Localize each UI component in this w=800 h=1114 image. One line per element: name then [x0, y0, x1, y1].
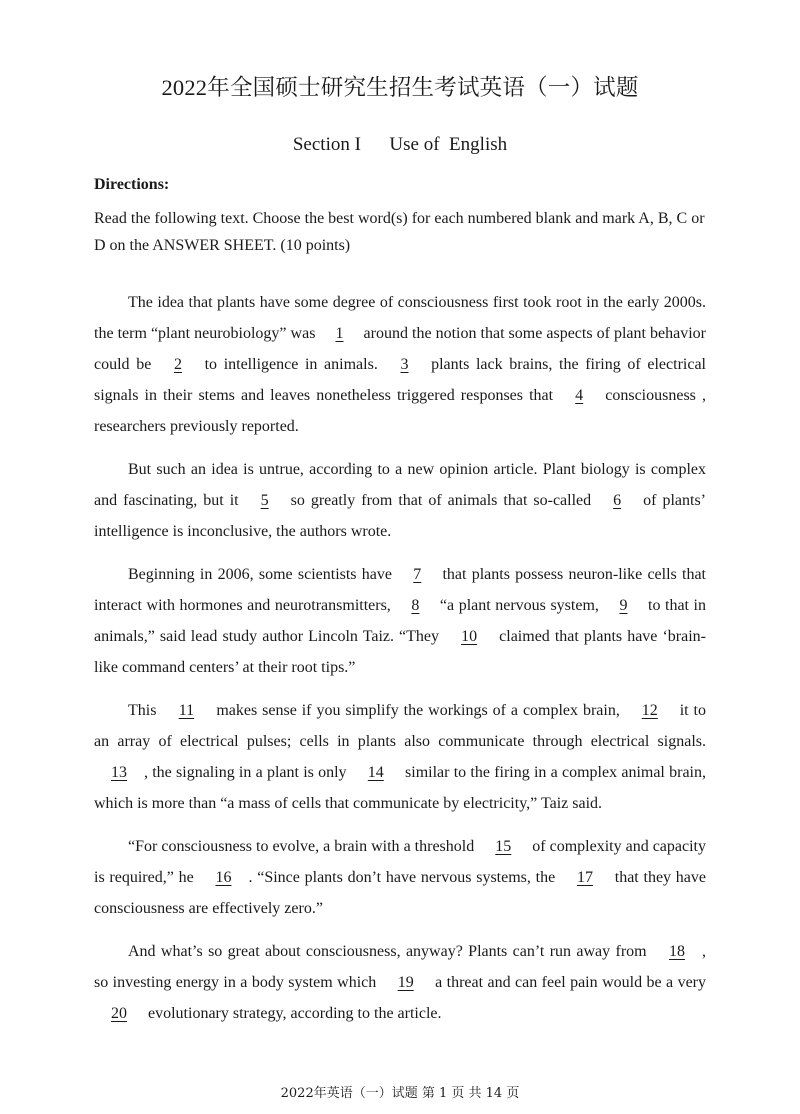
paragraph-3: Beginning in 2006, some scientists have 7 that plants possess neuron-like cells that interact with hormones and neurotransmitters, 8 “a plant nervous system, 9 to that in animals,” said lead study author Lincoln Taiz. “They 10 claimed that plants have ‘brain-like command centers’ at their root tips.” [94, 559, 706, 683]
blank-3: 3 [400, 356, 409, 373]
page-footer: 2022年英语（一）试题 第 1 页 共 14 页 [280, 1086, 520, 1101]
paragraph-4: This 11 makes sense if you simplify the workings of a complex brain, 12 it to an array of electrical pulses; cells in plants also communicate through electrical signals. 13 , the signaling in a plant is only 14 similar to the firing in a complex animal brain, which is more than “a mass of cells that communicate by electricity,” Taiz said. [94, 695, 706, 819]
directions-text: Read the following text. Choose the best word(s) for each numbered blank and mark A, B, C or D on the ANSWER SHEET. (10 points) [94, 210, 705, 254]
blank-14: 14 [367, 764, 384, 781]
page-title: 2022年全国硕士研究生招生考试英语（一）试题 [161, 75, 639, 100]
directions-label: Directions: [94, 176, 170, 193]
passage [94, 287, 706, 1041]
blank-1: 1 [335, 325, 344, 342]
blank-19: 19 [397, 974, 414, 991]
paragraph-1: The idea that plants have some degree of consciousness first took root in the early 2000s. the term “plant neurobiology” was 1 around the notion that some aspects of plant behavior could be 2 to intelligence in animals. 3 plants lack brains, the firing of electrical signals in their stems and leaves nonetheless triggered responses that 4 consciousness , researchers previously reported. [94, 294, 706, 435]
blank-6: 6 [613, 492, 622, 509]
blank-16: 16 [215, 869, 232, 886]
blank-20: 20 [111, 1005, 127, 1022]
blank-9: 9 [619, 597, 628, 614]
paragraph-2: But such an idea is untrue, according to a new opinion article. Plant biology is complex and fascinating, but it 5 so greatly from that of animals that so-called 6 of plants’ intelligence is inconclusive, the authors wrote. [94, 461, 707, 540]
blank-18: 18 [669, 943, 685, 960]
paragraph-5: “For consciousness to evolve, a brain with a threshold 15 of complexity and capacity is required,” he 16 . “Since plants don’t have nervous systems, the 17 that they have consciousness are effectively zero.” [94, 831, 706, 924]
blank-8: 8 [411, 597, 420, 614]
blank-15: 15 [495, 838, 512, 855]
blank-11: 11 [178, 702, 195, 719]
blank-10: 10 [461, 628, 478, 645]
section-title: Section I Use of English [292, 134, 508, 155]
paragraph-6: And what’s so great about consciousness, anyway? Plants can’t run away from 18 , so investing energy in a body system which 19 a threat and can feel pain would be a very 20 evolutionary strategy, according to the article. [94, 936, 706, 1029]
blank-12: 12 [641, 702, 658, 719]
blank-17: 17 [576, 869, 593, 886]
blank-2: 2 [173, 356, 182, 373]
blank-4: 4 [575, 387, 584, 404]
blank-7: 7 [413, 566, 422, 583]
blank-13: 13 [111, 764, 127, 781]
blank-5: 5 [260, 492, 269, 509]
